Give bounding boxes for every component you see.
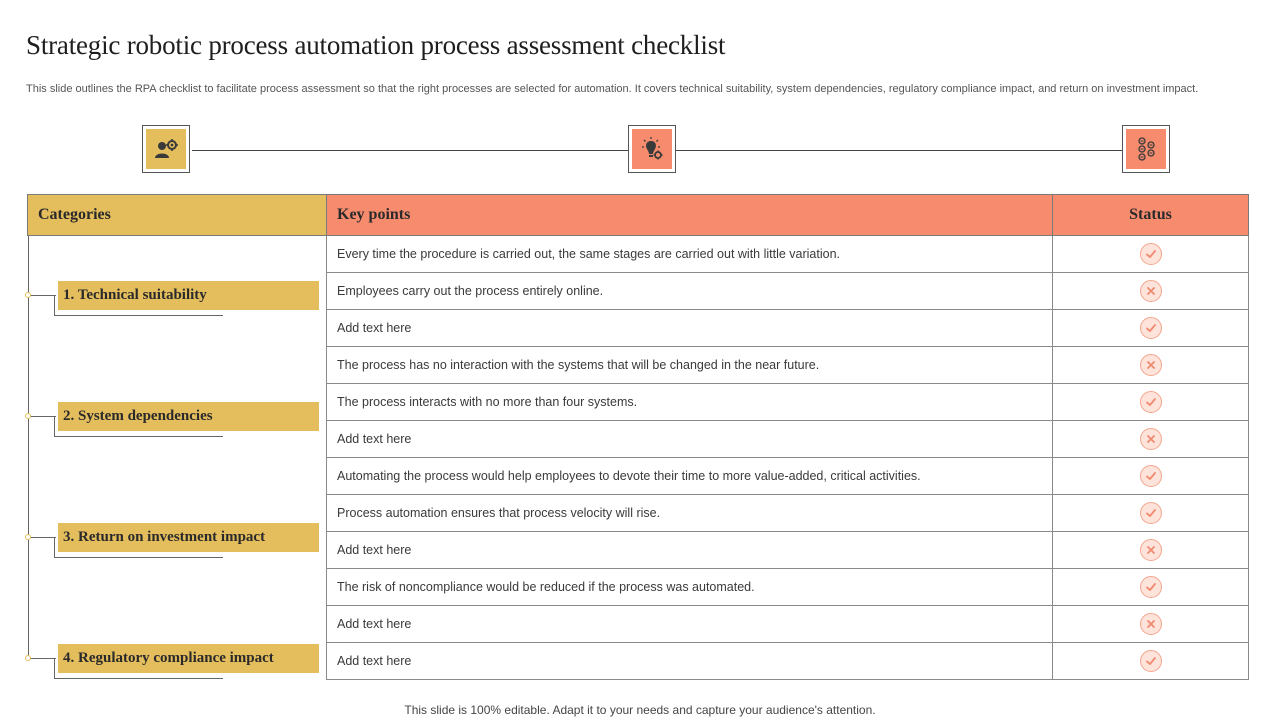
table-row [326, 458, 1249, 495]
category-item [28, 402, 320, 442]
key-point-text: The process has no interaction with the systems that will be changed in the near future. [327, 347, 1053, 383]
key-point-text: Automating the process would help employees to devote their time to more value-added, critical activities. [327, 458, 1053, 494]
table-row [326, 643, 1249, 680]
cross-icon [1140, 613, 1162, 635]
status-cell [1053, 569, 1248, 605]
status-cell [1053, 495, 1248, 531]
status-cell [1053, 458, 1248, 494]
category-dot [25, 655, 31, 661]
check-icon [1140, 576, 1162, 598]
category-dot [25, 292, 31, 298]
check-icon [1140, 650, 1162, 672]
category-label: 2. System dependencies [58, 402, 319, 431]
category-connector [30, 416, 56, 417]
cross-icon [1140, 539, 1162, 561]
check-icon [1140, 391, 1162, 413]
status-cell [1053, 236, 1248, 272]
category-dot [25, 534, 31, 540]
table-row [326, 236, 1249, 273]
key-point-text: Add text here [327, 421, 1053, 457]
cross-icon [1140, 354, 1162, 376]
category-item [28, 281, 320, 321]
category-label: 1. Technical suitability [58, 281, 319, 310]
key-point-text: Add text here [327, 310, 1053, 346]
status-cell [1053, 421, 1248, 457]
category-dot [25, 413, 31, 419]
key-point-text: The process interacts with no more than four systems. [327, 384, 1053, 420]
check-icon [1140, 243, 1162, 265]
header-key-points: Key points [326, 194, 1053, 236]
category-connector [30, 295, 56, 296]
status-cell [1053, 347, 1248, 383]
key-point-text: Every time the procedure is carried out, the same stages are carried out with little variation. [327, 236, 1053, 272]
key-point-text: The risk of noncompliance would be reduced if the process was automated. [327, 569, 1053, 605]
key-point-text: Add text here [327, 532, 1053, 568]
table-row [326, 347, 1249, 384]
status-cell [1053, 606, 1248, 642]
page-title: Strategic robotic process automation process assessment checklist [26, 30, 726, 60]
table-row [326, 421, 1249, 458]
check-icon [1140, 317, 1162, 339]
footer-note: This slide is 100% editable. Adapt it to your needs and capture your audience's attention. [404, 703, 876, 717]
status-cell [1053, 643, 1248, 679]
category-item [28, 644, 320, 684]
key-point-text: Process automation ensures that process velocity will rise. [327, 495, 1053, 531]
cross-icon [1140, 428, 1162, 450]
table-row [326, 273, 1249, 310]
key-points-table [326, 236, 1249, 680]
lightbulb-gear-icon [639, 136, 665, 162]
check-icon [1140, 465, 1162, 487]
category-item [28, 523, 320, 563]
category-label: 3. Return on investment impact [58, 523, 319, 552]
table-row [326, 532, 1249, 569]
status-cell [1053, 273, 1248, 309]
lightbulb-gear-icon-box [628, 125, 676, 173]
user-gear-icon [153, 136, 179, 162]
category-label: 4. Regulatory compliance impact [58, 644, 319, 673]
status-cell [1053, 384, 1248, 420]
header-status: Status [1052, 194, 1249, 236]
key-point-text: Add text here [327, 606, 1053, 642]
table-row [326, 310, 1249, 347]
table-row [326, 606, 1249, 643]
status-cell [1053, 532, 1248, 568]
cross-icon [1140, 280, 1162, 302]
key-point-text: Add text here [327, 643, 1053, 679]
page-subtitle: This slide outlines the RPA checklist to facilitate process assessment so that the right processes are selected for automation. It covers technical suitability, system dependencies, regulatory compliance impact, and return on investment impact. [26, 83, 1199, 95]
category-connector [30, 658, 56, 659]
table-row [326, 569, 1249, 606]
header-categories: Categories [27, 194, 327, 236]
checklist-icon [1133, 136, 1159, 162]
user-gear-icon-box [142, 125, 190, 173]
checklist-icon-box [1122, 125, 1170, 173]
key-point-text: Employees carry out the process entirely online. [327, 273, 1053, 309]
status-cell [1053, 310, 1248, 346]
table-row [326, 495, 1249, 532]
category-connector [30, 537, 56, 538]
check-icon [1140, 502, 1162, 524]
table-row [326, 384, 1249, 421]
